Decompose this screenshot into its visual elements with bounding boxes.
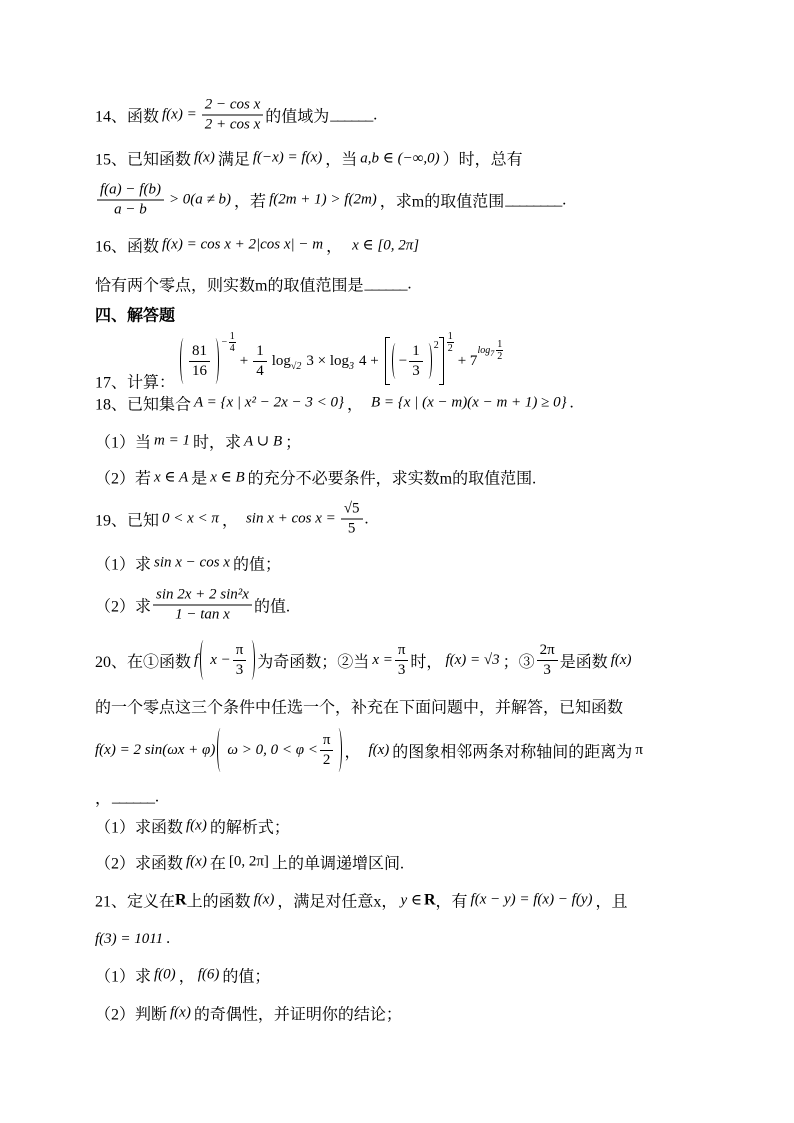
q17-outer-exponent-fraction — [447, 331, 454, 354]
q19-end: . — [364, 510, 369, 527]
q18-comma: ， — [347, 396, 364, 414]
q20-f-equals: f(x) = √3 — [445, 651, 500, 668]
q17-base-exponent — [221, 331, 237, 354]
q18-line-1 — [95, 392, 574, 415]
right-bracket — [439, 337, 444, 385]
q20-pi: π — [635, 741, 643, 758]
q19-equation: sin x + cos x = — [245, 510, 336, 527]
q20-condition-fraction — [320, 732, 334, 769]
q20-argument: x − — [210, 651, 231, 668]
q18-part-1-end: ； — [285, 434, 302, 452]
q18-part-2 — [95, 466, 536, 489]
q20-line-2 — [95, 695, 623, 718]
q15-text-1: 满足 — [217, 151, 250, 169]
q15-line-1 — [95, 147, 523, 170]
q16-text: 恰有两个零点，则实数m的取值范围是 — [95, 277, 364, 295]
q17-outer-exponent-numerator: 1 — [447, 331, 453, 342]
q19-part-2-label: （2）求 — [95, 598, 152, 616]
q14-numerator: 2 − cos x — [202, 97, 264, 116]
q17-coefficient-numerator: 1 — [253, 343, 267, 362]
q20-part-1-label: （1）求函数 — [95, 819, 184, 837]
q21-real-set: R — [175, 891, 187, 908]
q17-last-log-base: 7 — [490, 348, 495, 358]
q18-part-1-label: （1）当 — [95, 434, 152, 452]
q18-part-2-text-1: 是 — [191, 470, 208, 488]
q20-text-1: 为奇函数；②当 — [257, 653, 370, 671]
q19-part-1-label: （1）求 — [95, 556, 152, 574]
q20-definition: f(x) = 2 sin(ωx + φ) — [95, 741, 216, 758]
q20-zero-fraction — [537, 642, 558, 679]
q20-arg-fraction — [233, 642, 247, 679]
q20-line-4-comma: ， — [95, 790, 112, 808]
q16-comma: ， — [326, 238, 343, 256]
q17-last-fraction — [496, 339, 503, 362]
q20-part-2 — [95, 851, 404, 874]
q17-inner-fraction — [409, 343, 423, 380]
q20-line-2-text: 的一个零点这三个条件中任选一个，补充在下面问题中，并解答，已知函数 — [95, 699, 624, 717]
q18-part-1-text: 时，求 — [192, 434, 241, 452]
q21-part-1-f6: f(6) — [197, 966, 220, 983]
q18-part-2-text-2: 的充分不必要条件，求实数m的取值范围. — [247, 470, 537, 488]
q20-part-2-text-1: 在 — [209, 855, 226, 873]
q20-line-1 — [95, 640, 635, 680]
q17-coefficient-denominator: 4 — [256, 362, 264, 379]
q20-part-2-label: （2）求函数 — [95, 855, 184, 873]
q19-numerator: √5 — [341, 501, 363, 520]
q16-line-2 — [95, 273, 411, 296]
q21-equation: f(x − y) = f(x) − f(y) — [470, 891, 593, 908]
q20-condition-numerator: π — [320, 732, 334, 751]
q21-fx: f(x) — [253, 891, 275, 908]
q20-answer-blank: ______ — [112, 788, 155, 805]
q14-denominator: 2 + cos x — [204, 116, 261, 133]
q17-inner-exponent: 2 — [433, 339, 439, 351]
q17-base-fraction — [189, 343, 210, 380]
q20-arg-denominator: 3 — [235, 661, 244, 678]
q17-log-2-base: 3 — [349, 360, 355, 372]
left-paren — [392, 343, 399, 379]
q15-numerator: f(a) − f(b) — [97, 182, 164, 201]
q21-value: f(3) = 1011 — [95, 930, 164, 947]
q20-text-4: 是函数 — [559, 653, 608, 671]
q16-function: f(x) = cos x + 2|cos x| − m — [162, 236, 324, 253]
q19-part-2-numerator: sin 2x + 2 sin²x — [153, 587, 252, 606]
q15-inequality: > 0(a ≠ b) — [168, 191, 232, 208]
q18-set-b: B = {x | (x − m)(x − m + 1) ≥ 0} — [371, 394, 567, 411]
q17-last-exponent — [477, 339, 504, 362]
right-paren — [212, 338, 219, 384]
q15-inequality-2: f(2m + 1) > f(2m) — [269, 191, 377, 208]
q18-set-a: A = {x | x² − 2x − 3 < 0} — [194, 394, 344, 411]
q15-fraction — [97, 182, 164, 219]
q17-inner-numerator: 1 — [409, 343, 423, 362]
q17-exponent-denominator: 4 — [229, 343, 235, 354]
q21-text-1: 上的函数 — [186, 893, 251, 911]
q20-x-numerator: π — [395, 642, 409, 661]
left-paren — [180, 338, 187, 384]
q15-line-2 — [95, 182, 566, 219]
q20-label: 20、在①函数 — [95, 653, 192, 671]
q20-part-2-fx: f(x) — [186, 853, 207, 870]
q18-end: . — [569, 394, 574, 411]
q20-fx-2: f(x) — [368, 741, 390, 758]
q21-part-1-separator: ， — [178, 968, 195, 986]
q21-part-2-fx: f(x) — [170, 1004, 191, 1021]
q17-base-numerator: 81 — [189, 343, 210, 362]
left-paren — [200, 640, 207, 680]
q17-outer-exponent — [446, 331, 455, 354]
q17-exponent-numerator: 1 — [229, 331, 235, 342]
q15-label: 15、已知函数 — [95, 151, 192, 169]
q21-part-1-label: （1）求 — [95, 968, 152, 986]
q20-f: f — [194, 651, 199, 668]
q20-part-1 — [95, 815, 290, 838]
q17-inner-sign: − — [398, 352, 408, 369]
q20-x-fraction — [395, 642, 409, 679]
q19-condition: 0 < x < π — [162, 510, 219, 527]
q15-denominator: a − b — [114, 201, 147, 218]
q19-part-2-fraction — [153, 587, 252, 624]
q20-zero-denominator: 3 — [543, 661, 551, 678]
q17-base-denominator: 16 — [192, 362, 207, 379]
q17-last-denominator: 2 — [497, 350, 503, 362]
q17-plus-7: + 7 — [457, 352, 478, 369]
q14-text: 的值域为 — [265, 108, 330, 126]
q14-fraction — [202, 97, 264, 134]
q14-lhs: f(x) = — [162, 106, 197, 123]
q20-text-6: 的图象相邻两条对称轴间的距离为 — [392, 743, 633, 761]
q19-denominator: 5 — [347, 520, 356, 537]
q20-line-3 — [95, 728, 646, 772]
q15-answer-blank: ________ — [505, 191, 562, 208]
q19-label: 19、已知 — [95, 512, 160, 530]
q17-inner-denominator: 3 — [412, 362, 420, 379]
q14-end: . — [373, 106, 378, 123]
q20-line-4 — [95, 786, 159, 809]
q17-plus-1: + — [239, 352, 249, 369]
q21-part-2-label: （2）判断 — [95, 1006, 168, 1024]
q19-part-1-text: 的值； — [232, 556, 281, 574]
q21-text-2: ，满足对任意x， — [277, 893, 398, 911]
q14-answer-blank: ______ — [330, 106, 373, 123]
q20-x-equals: x = — [372, 651, 393, 668]
q16-label: 16、函数 — [95, 238, 160, 256]
q19-fraction — [341, 501, 363, 538]
q21-text-4: ，且 — [595, 893, 628, 911]
right-paren — [248, 640, 255, 680]
q19-comma: ， — [221, 512, 238, 530]
left-paren — [217, 728, 224, 772]
q20-text-5: ， — [344, 743, 361, 761]
q19-part-1-expression: sin x − cos x — [154, 554, 230, 571]
q19-part-2-text: 的值. — [253, 598, 290, 616]
q21-real-set-2: R — [423, 891, 436, 908]
q19-part-2-denominator: 1 − tan x — [175, 606, 230, 623]
q18-part-1-m: m = 1 — [154, 432, 190, 449]
q21-part-2-text: 的奇偶性，并证明你的结论； — [193, 1006, 402, 1024]
q20-part-2-text-2: 上的单调递增区间. — [271, 855, 404, 873]
q20-part-1-text: 的解析式； — [209, 819, 290, 837]
q20-end: . — [155, 788, 160, 805]
right-paren — [335, 728, 342, 772]
q17-exponent-fraction — [229, 331, 236, 354]
q16-end: . — [407, 275, 412, 292]
q17-last-log: log — [477, 344, 491, 356]
q19-part-2 — [95, 587, 290, 624]
q17-exponent-sign: − — [221, 337, 228, 348]
q15-text-3: ）时，总有 — [442, 151, 523, 169]
q18-part-1-union: A ∪ B — [244, 433, 283, 450]
q16-line-1 — [95, 234, 422, 257]
q20-x-denominator: 3 — [397, 661, 406, 678]
q17-formula — [178, 331, 504, 385]
q18-part-2-a: x ∈ A — [154, 469, 189, 486]
q16-answer-blank: ______ — [364, 275, 407, 292]
q21-part-1-f0: f(0) — [154, 966, 176, 983]
q17-log-1-base: √2 — [290, 360, 302, 372]
q17-coefficient-fraction — [253, 343, 267, 380]
q15-text-5: ，求m的取值范围 — [379, 193, 505, 211]
q20-condition-denominator: 2 — [322, 751, 331, 768]
q15-text-4: ，若 — [234, 193, 267, 211]
q21-line-1 — [95, 889, 628, 912]
q18-part-1 — [95, 430, 301, 453]
q17-log-1: log — [271, 352, 291, 369]
q16-domain: x ∈ [0, 2π] — [352, 237, 420, 254]
section-heading-line — [95, 303, 175, 326]
q14-label: 14、函数 — [95, 108, 160, 126]
q17-outer-exponent-denominator: 2 — [447, 343, 453, 354]
q14-line — [95, 97, 377, 134]
q15-end: . — [562, 191, 567, 208]
q20-text-2: 时， — [410, 653, 443, 671]
q21-part-1-text: 的值； — [222, 968, 271, 986]
q20-part-1-fx: f(x) — [186, 817, 207, 834]
q18-part-2-label: （2）若 — [95, 470, 152, 488]
q20-text-3: ；③ — [502, 653, 535, 671]
q15-interval: a,b ∈ (−∞,0) — [360, 150, 440, 167]
q20-arg-numerator: π — [233, 642, 247, 661]
q17-label: 17、计算： — [95, 374, 176, 392]
q17-middle: 3 × log — [306, 352, 350, 369]
q17-label-line — [95, 370, 175, 393]
right-paren — [425, 343, 432, 379]
q20-fx: f(x) — [610, 651, 632, 668]
left-bracket — [385, 337, 390, 385]
q20-part-2-interval: [0, 2π] — [228, 853, 269, 870]
q21-text-3: ，有 — [435, 893, 468, 911]
q17-after: 4 + — [359, 352, 379, 369]
q19-line-1 — [95, 501, 369, 538]
q18-label: 18、已知集合 — [95, 396, 192, 414]
q20-zero-numerator: 2π — [537, 642, 558, 661]
q20-condition: ω > 0, 0 < φ < — [227, 741, 318, 758]
q18-part-2-b: x ∈ B — [210, 469, 245, 486]
q17-last-numerator: 1 — [497, 338, 503, 350]
q15-fx: f(x) — [194, 149, 215, 166]
q21-part-1 — [95, 964, 270, 987]
q15-text-2: ，当 — [325, 151, 358, 169]
q21-y-in: y ∈ — [400, 892, 422, 909]
section-title: 四、解答题 — [95, 307, 176, 325]
q19-part-1 — [95, 552, 281, 575]
q15-even-condition: f(−x) = f(x) — [252, 149, 323, 166]
q21-part-2 — [95, 1002, 402, 1025]
q21-value-end: . — [166, 930, 171, 947]
q21-line-2 — [95, 930, 170, 948]
q21-label: 21、定义在 — [95, 893, 176, 911]
